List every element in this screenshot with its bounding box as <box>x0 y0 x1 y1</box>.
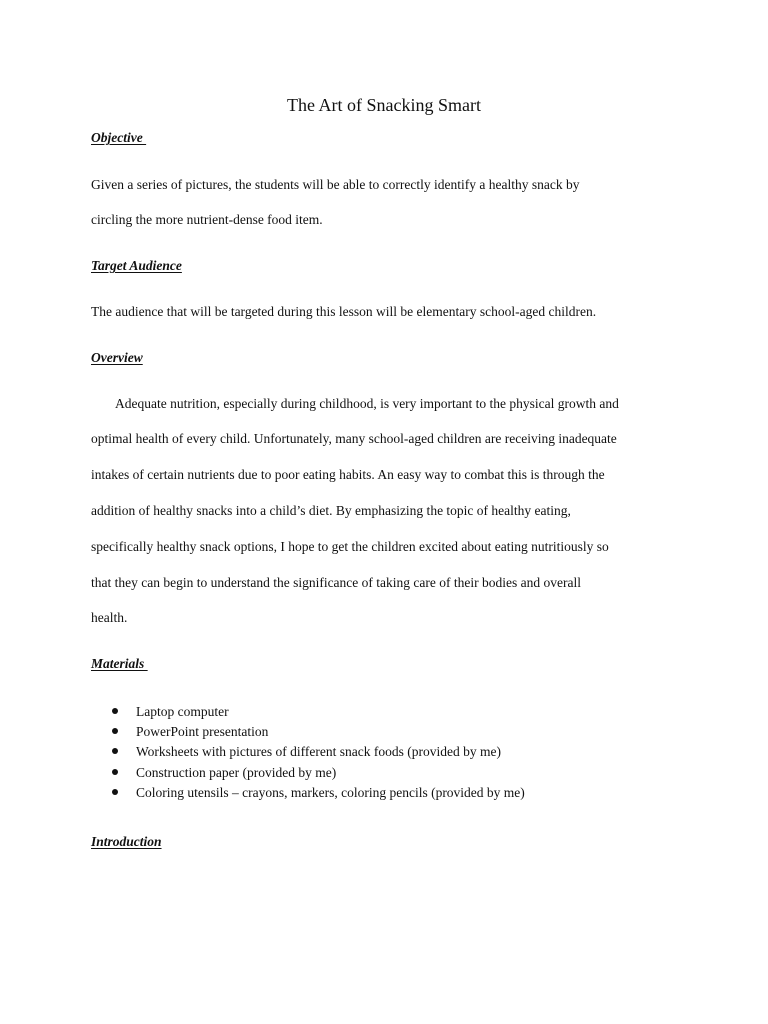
overview-line-6: that they can begin to understand the significance of taking care of their bodies and overall <box>91 575 581 590</box>
overview-line-5: specifically healthy snack options, I hope to get the children excited about eating nutritiously so <box>91 539 609 554</box>
document-title: The Art of Snacking Smart <box>287 95 481 115</box>
overview-line-2: optimal health of every child. Unfortunately, many school-aged children are receiving inadequate <box>91 431 617 446</box>
bullet-icon <box>112 728 118 734</box>
objective-heading: Objective <box>91 130 147 145</box>
bullet-icon <box>112 789 118 795</box>
list-item-text: Worksheets with pictures of different snack foods (provided by me) <box>136 744 501 760</box>
bullet-icon <box>112 708 118 714</box>
overview-line-4: addition of healthy snacks into a child’s diet. By emphasizing the topic of healthy eating, <box>91 503 571 518</box>
overview-line-3: intakes of certain nutrients due to poor eating habits. An easy way to combat this is through the <box>91 467 605 482</box>
bullet-icon <box>112 769 118 775</box>
target-audience-heading: Target Audience <box>91 258 182 273</box>
list-item-text: Laptop computer <box>136 704 229 719</box>
overview-line-1: Adequate nutrition, especially during childhood, is very important to the physical growth and <box>115 396 619 411</box>
materials-heading: Materials <box>91 656 148 671</box>
overview-heading: Overview <box>91 350 143 365</box>
objective-line-2: circling the more nutrient-dense food item. <box>91 212 323 227</box>
objective-line-1: Given a series of pictures, the students will be able to correctly identify a healthy snack by <box>91 177 580 192</box>
list-item-text: Coloring utensils – crayons, markers, coloring pencils (provided by me) <box>136 784 525 800</box>
bullet-icon <box>112 748 118 754</box>
introduction-heading: Introduction <box>91 834 162 849</box>
overview-line-7: health. <box>91 610 128 625</box>
target-audience-line-1: The audience that will be targeted during this lesson will be elementary school-aged children. <box>91 304 597 319</box>
list-item-text: Construction paper (provided by me) <box>136 764 337 780</box>
list-item-text: PowerPoint presentation <box>136 724 269 740</box>
